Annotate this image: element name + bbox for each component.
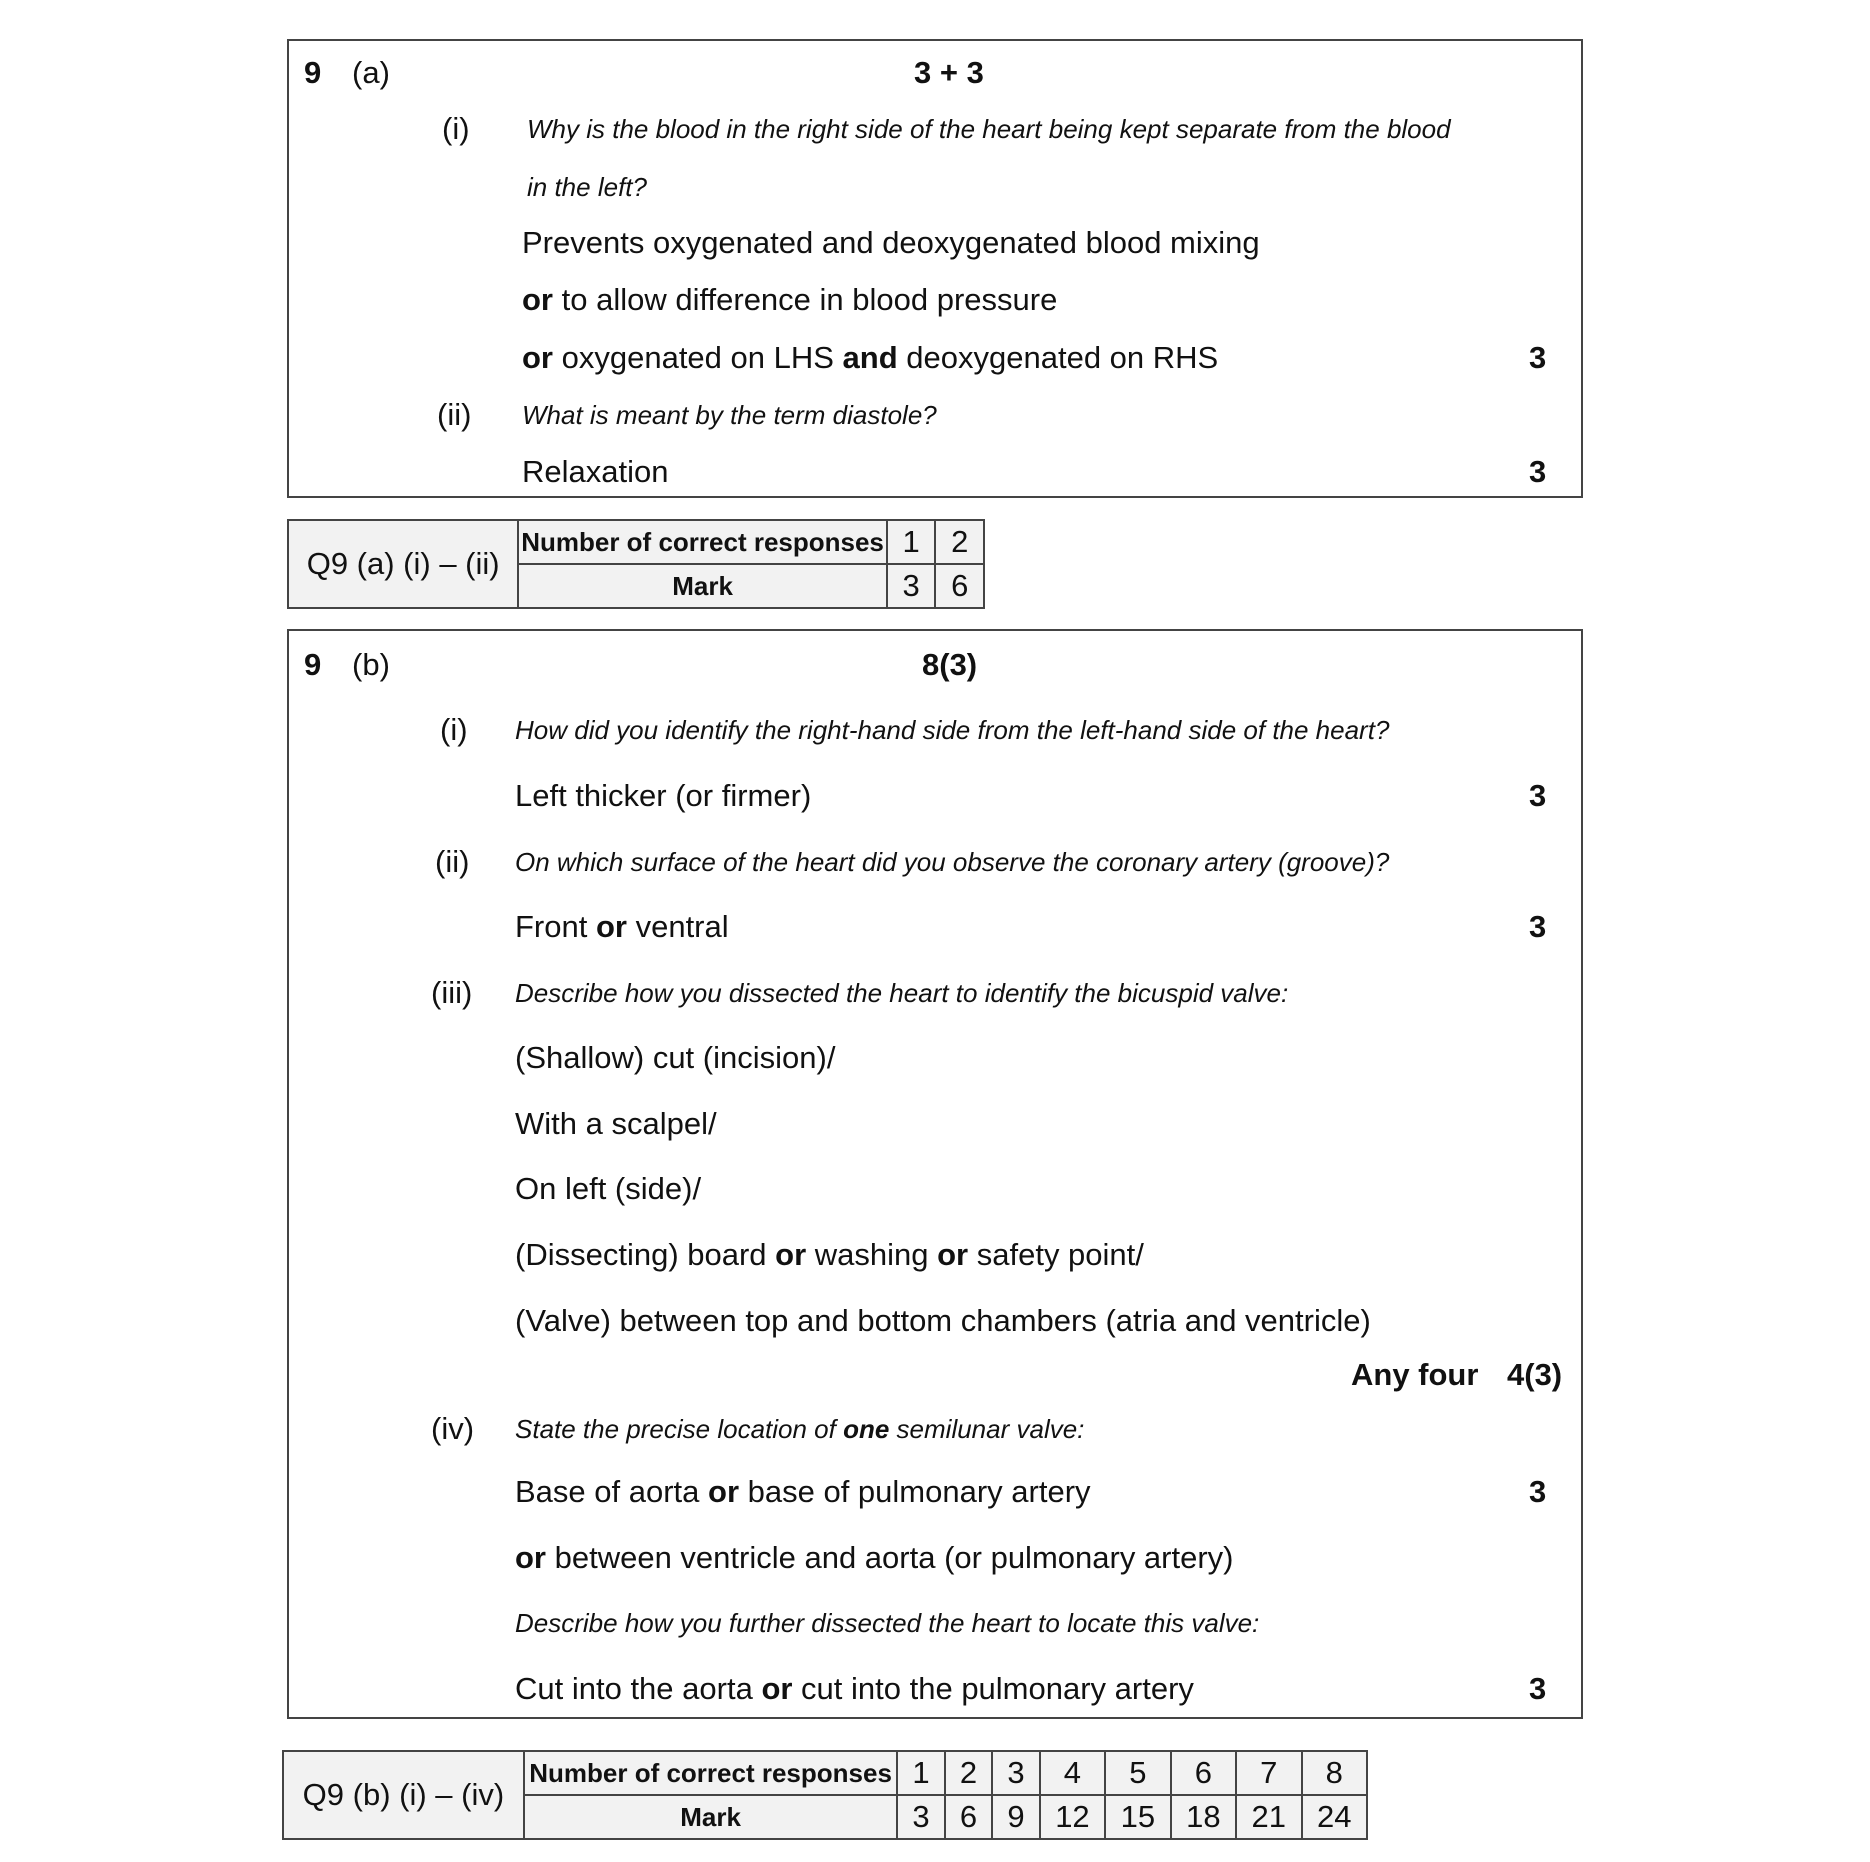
table-cell: 6 <box>935 564 984 608</box>
table-cell: 21 <box>1236 1795 1301 1839</box>
row-header-responses: Number of correct responses <box>524 1751 897 1795</box>
answer-line: On left (side)/ <box>515 1171 702 1206</box>
answer-line: Relaxation <box>522 454 669 489</box>
table-cell: 6 <box>945 1795 992 1839</box>
mark-value: 3 <box>1529 340 1547 375</box>
answer-line <box>515 1671 1194 1707</box>
marking-table-9a <box>287 519 985 609</box>
answer-text: safety point/ <box>968 1237 1144 1272</box>
answer-text: ventral <box>626 909 729 944</box>
row-header-responses: Number of correct responses <box>518 520 887 564</box>
table-cell: 1 <box>897 1751 944 1795</box>
answer-line <box>522 340 1218 376</box>
question-prompt: On which surface of the heart did you observe the coronary artery (groove)? <box>515 847 1390 877</box>
prompt-text: State the precise location of <box>515 1414 844 1444</box>
table-cell: 3 <box>887 564 936 608</box>
answer-line <box>515 909 729 945</box>
answer-keyword: or <box>761 1671 793 1706</box>
answer-keyword: or <box>515 1540 546 1575</box>
total-marks: 8(3) <box>922 647 978 682</box>
question-prompt: Describe how you dissected the heart to identify the bicuspid valve: <box>515 978 1289 1008</box>
question-part: (a) <box>352 55 390 90</box>
row-header-mark: Mark <box>524 1795 897 1839</box>
question-number: 9 <box>304 55 322 90</box>
answer-keyword: or <box>522 282 553 317</box>
answer-line: With a scalpel/ <box>515 1106 717 1141</box>
answer-text: base of pulmonary artery <box>739 1474 1091 1509</box>
question-9b-box <box>287 629 1583 1719</box>
question-prompt-cont: in the left? <box>527 172 647 202</box>
prompt-keyword: one <box>843 1414 890 1444</box>
question-prompt: Describe how you further dissected the heart to locate this valve: <box>515 1608 1260 1638</box>
table-cell: 2 <box>945 1751 992 1795</box>
table-cell: 6 <box>1171 1751 1236 1795</box>
table-cell: 15 <box>1105 1795 1170 1839</box>
subpart-number: (iii) <box>431 975 473 1010</box>
answer-keyword: or <box>937 1237 969 1272</box>
answer-keyword: or <box>522 340 553 375</box>
answer-text: oxygenated on LHS <box>553 340 843 375</box>
answer-line <box>515 1540 1234 1576</box>
answer-keyword: or <box>775 1237 807 1272</box>
answer-text: Cut into the aorta <box>515 1671 762 1706</box>
answer-keyword: or <box>595 909 627 944</box>
question-part: (b) <box>352 647 390 682</box>
answer-text: between ventricle and aorta (or pulmonary artery) <box>546 1540 1234 1575</box>
mark-value: 3 <box>1529 909 1547 944</box>
subpart-number: (ii) <box>437 397 472 432</box>
table-label: Q9 (a) (i) – (ii) <box>288 520 518 608</box>
question-prompt: How did you identify the right-hand side from the left-hand side of the heart? <box>515 715 1390 745</box>
subpart-number: (i) <box>442 111 470 146</box>
question-prompt: What is meant by the term diastole? <box>522 400 937 430</box>
question-9a-box <box>287 39 1583 498</box>
table-cell: 7 <box>1236 1751 1301 1795</box>
table-cell: 3 <box>992 1751 1039 1795</box>
mark-value: 3 <box>1529 1671 1547 1706</box>
mark-value: 3 <box>1529 778 1547 813</box>
any-four-label: Any four <box>1351 1357 1479 1392</box>
subpart-number: (iv) <box>431 1411 475 1446</box>
answer-line: Prevents oxygenated and deoxygenated blood mixing <box>522 225 1260 260</box>
table-cell: 9 <box>992 1795 1039 1839</box>
subpart-number: (ii) <box>435 844 470 879</box>
answer-text: washing <box>806 1237 938 1272</box>
table-cell: 4 <box>1040 1751 1105 1795</box>
answer-text: cut into the pulmonary artery <box>792 1671 1194 1706</box>
table-cell: 3 <box>897 1795 944 1839</box>
question-prompt: Why is the blood in the right side of the heart being kept separate from the blood <box>527 114 1451 144</box>
answer-keyword: or <box>708 1474 740 1509</box>
table-cell: 18 <box>1171 1795 1236 1839</box>
row-header-mark: Mark <box>518 564 887 608</box>
total-marks: 3 + 3 <box>914 55 984 90</box>
mark-value: 3 <box>1529 454 1547 489</box>
table-cell: 12 <box>1040 1795 1105 1839</box>
answer-text: Front <box>515 909 596 944</box>
question-number: 9 <box>304 647 322 682</box>
mark-value: 4(3) <box>1507 1357 1563 1392</box>
answer-text: Base of aorta <box>515 1474 709 1509</box>
answer-text: (Dissecting) board <box>515 1237 776 1272</box>
table-cell: 8 <box>1302 1751 1367 1795</box>
table-cell: 24 <box>1302 1795 1367 1839</box>
marking-table-9b <box>282 1750 1368 1840</box>
answer-keyword: and <box>842 340 898 375</box>
table-label: Q9 (b) (i) – (iv) <box>283 1751 524 1839</box>
question-prompt <box>515 1414 1084 1445</box>
subpart-number: (i) <box>440 712 468 747</box>
answer-line <box>515 1474 1091 1510</box>
prompt-text: semilunar valve: <box>889 1414 1085 1444</box>
table-cell: 2 <box>935 520 984 564</box>
answer-line <box>522 282 1057 318</box>
mark-value: 3 <box>1529 1474 1547 1509</box>
answer-text: deoxygenated on RHS <box>897 340 1219 375</box>
answer-line: (Valve) between top and bottom chambers (atria and ventricle) <box>515 1303 1371 1338</box>
answer-line: (Shallow) cut (incision)/ <box>515 1040 836 1075</box>
answer-text: to allow difference in blood pressure <box>553 282 1058 317</box>
answer-line <box>515 1237 1144 1273</box>
table-cell: 1 <box>887 520 936 564</box>
answer-line: Left thicker (or firmer) <box>515 778 812 813</box>
table-cell: 5 <box>1105 1751 1170 1795</box>
